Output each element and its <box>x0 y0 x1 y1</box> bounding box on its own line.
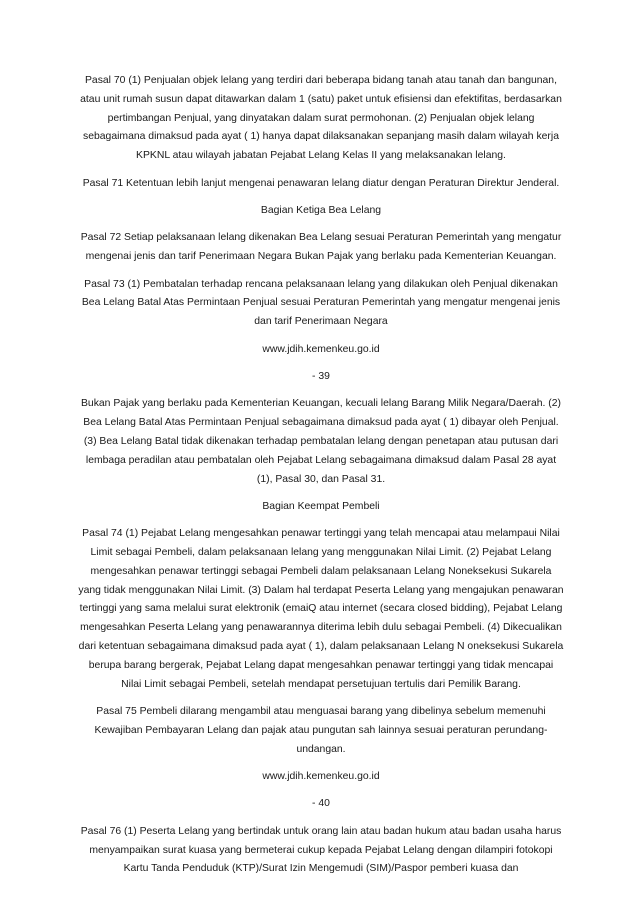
section-heading-pembeli: Bagian Keempat Pembeli <box>262 500 380 512</box>
paragraph-pasal-73: Pasal 73 (1) Pembatalan terhadap rencana pelaksanaan lelang yang dilakukan oleh Penjual dikenakan Bea Lelang Batal Atas Permintaan Penjual sesuai Peraturan Pemerintah yang mengatur mengenai jenis dan tarif Penerimaan Negara <box>81 278 561 328</box>
paragraph-pasal-73-continued: Bukan Pajak yang berlaku pada Kementerian Keuangan, kecuali lelang Barang Milik Negara/Daerah. (2) Bea Lelang Batal Atas Permintaan Penjual sebagaimana dimaksud pada ayat ( 1) dibayar oleh Penjual. (3) Bea Lelang Batal tidak dikenakan terhadap pembatalan lelang dengan penetapan atau putusan dari lembaga peradilan atau pembatalan oleh Pejabat Lelang sebagaimana dimaksud dalam Pasal 28 ayat (1), Pasal 30, dan Pasal 31. <box>81 398 561 485</box>
paragraph-pasal-71: Pasal 71 Ketentuan lebih lanjut mengenai penawaran lelang diatur dengan Peraturan Direktur Jenderal. <box>82 177 560 189</box>
page-number: - 39 <box>312 370 330 382</box>
paragraph-pasal-70: Pasal 70 (1) Penjualan objek lelang yang terdiri dari beberapa bidang tanah atau tanah dan bangunan, atau unit rumah susun dapat ditawarkan dalam 1 (satu) paket untuk efisiensi dan efektifitas, berdasarkan pertimbangan Penjual, yang dinyatakan dalam surat permohonan. (2) Penjualan objek lelang sebagaimana dimaksud pada ayat ( 1) hanya dapat dilaksanakan sepanjang masih dalam wilayah kerja KPKNL atau wilayah jabatan Pejabat Lelang Kelas II yang melaksanakan lelang. <box>80 75 562 162</box>
document-page <box>78 72 564 888</box>
page-source-url: www.jdih.kemenkeu.go.id <box>262 343 380 355</box>
paragraph-pasal-76: Pasal 76 (1) Peserta Lelang yang bertindak untuk orang lain atau badan hukum atau badan usaha harus menyampaikan surat kuasa yang bermeterai cukup kepada Pejabat Lelang dengan dilampiri fotokopi Kartu Tanda Penduduk (KTP)/Surat Izin Mengemudi (SIM)/Paspor pemberi kuasa dan <box>80 825 562 875</box>
paragraph-pasal-74: Pasal 74 (1) Pejabat Lelang mengesahkan penawar tertinggi yang telah mencapai atau melampaui Nilai Limit sebagai Pembeli, dalam pelaksanaan lelang yang menggunakan Nilai Limit. (2) Pejabat Lelang mengesahkan penawar tertinggi sebagai Pembeli dalam pelaksanaan Lelang Noneksekusi Sukarela yang tidak menggunakan Nilai Limit. (3) Dalam hal terdapat Peserta Lelang yang mengajukan penawaran tertinggi yang sama melalui surat elektronik (emaiQ atau internet (secara closed bidding), Pejabat Lelang mengesahkan Peserta Lelang yang penawarannya diterima lebih dulu sebagai Pembeli. (4) Dikecualikan dari ketentuan sebagaimana dimaksud pada ayat ( 1), dalam pelaksanaan Lelang N oneksekusi Sukarela berupa barang bergerak, Pejabat Lelang dapat mengesahkan penawar tertinggi yang tidak mencapai Nilai Limit sebagai Pembeli, setelah mendapat persetujuan tertulis dari Pemilik Barang. <box>78 528 564 690</box>
page-number: - 40 <box>312 798 330 810</box>
paragraph-pasal-75: Pasal 75 Pembeli dilarang mengambil atau menguasai barang yang dibelinya sebelum memenuhi Kewajiban Pembayaran Lelang dan pajak atau pungutan sah lainnya sesuai peraturan perundang- undangan. <box>94 706 548 755</box>
page-source-url: www.jdih.kemenkeu.go.id <box>262 771 380 783</box>
paragraph-pasal-72: Pasal 72 Setiap pelaksanaan lelang dikenakan Bea Lelang sesuai Peraturan Pemerintah yang mengatur mengenai jenis dan tarif Penerimaan Negara Bukan Pajak yang berlaku pada Kementerian Keuangan. <box>80 232 562 263</box>
section-heading-bea-lelang: Bagian Ketiga Bea Lelang <box>260 204 382 216</box>
